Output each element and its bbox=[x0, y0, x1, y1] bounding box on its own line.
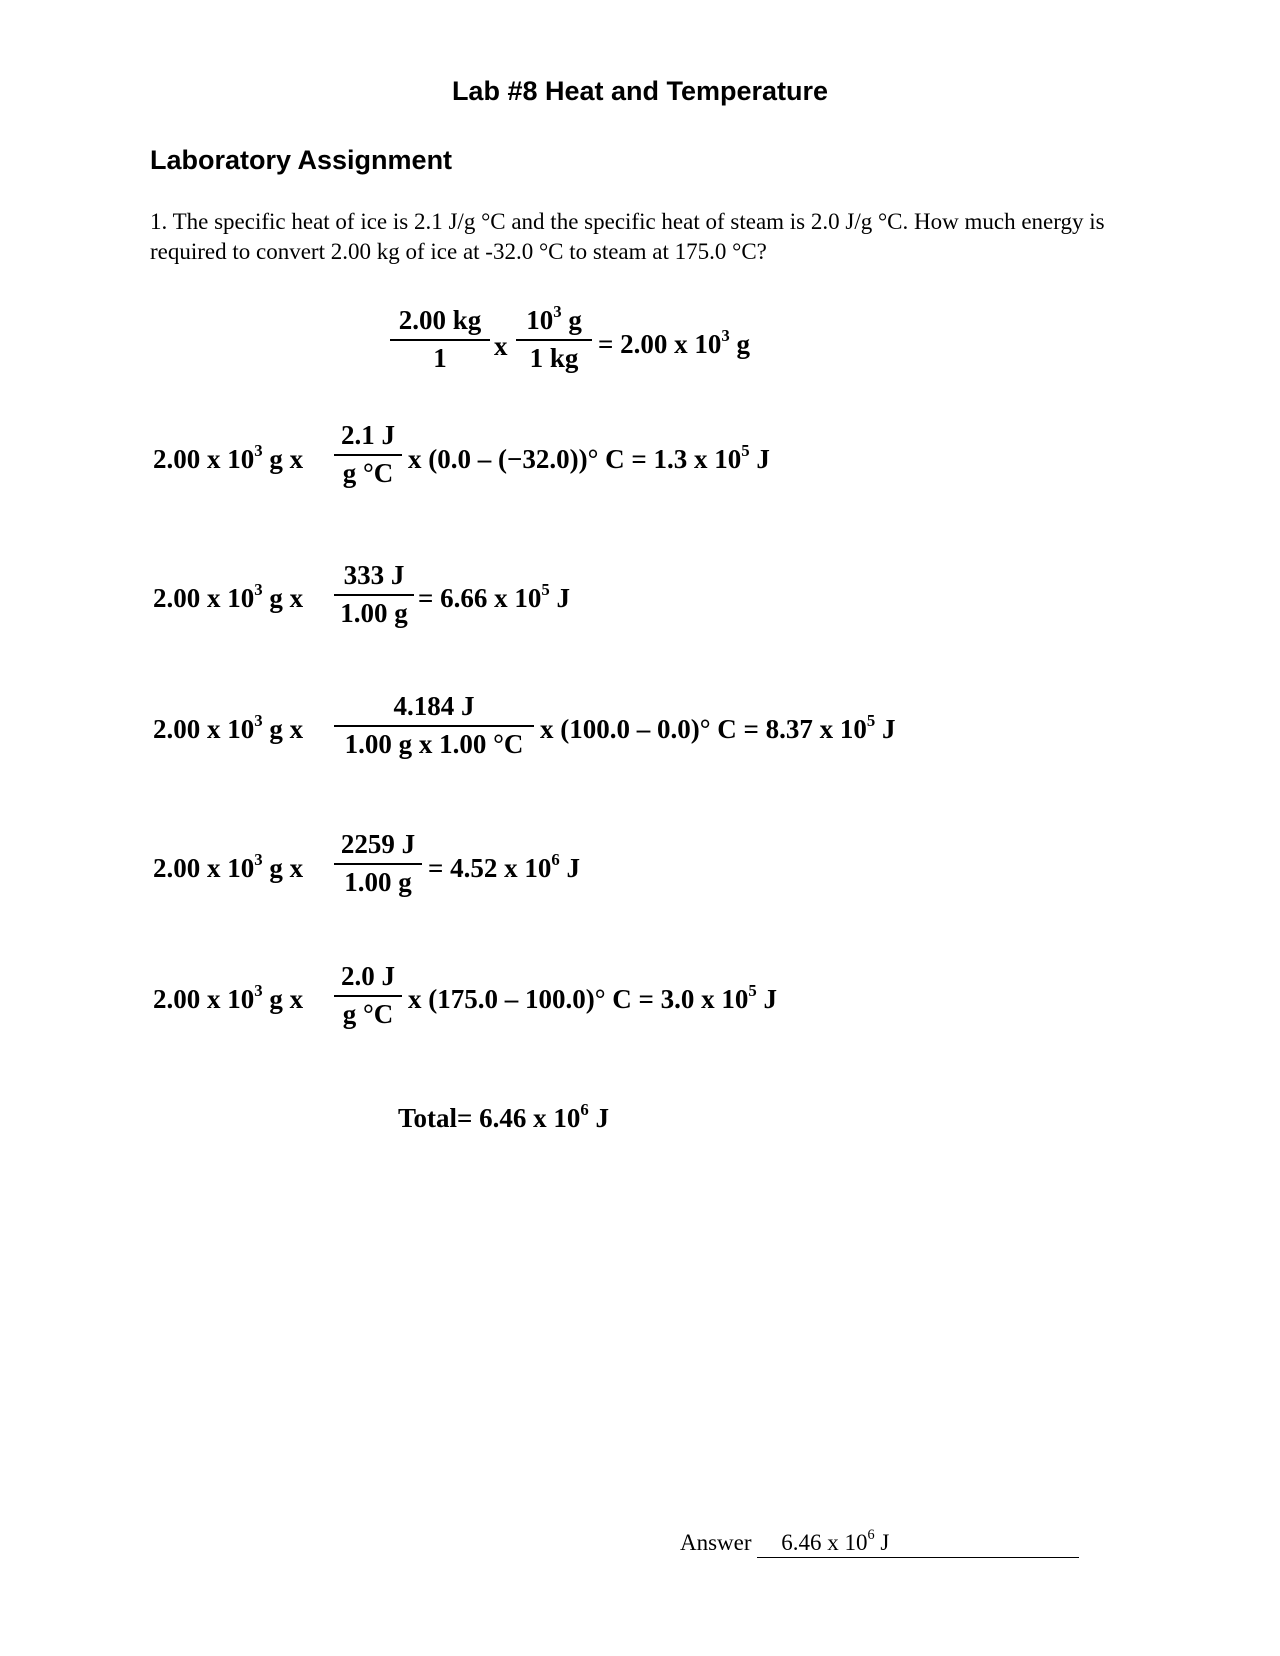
tail-unit: J bbox=[549, 583, 571, 613]
step-fraction bbox=[334, 560, 414, 629]
lead-unit: g x bbox=[262, 984, 304, 1014]
step-tail bbox=[408, 980, 778, 1015]
tail-unit: J bbox=[756, 984, 778, 1014]
fraction-bar bbox=[334, 454, 402, 456]
lead-exponent: 3 bbox=[254, 980, 263, 1000]
fraction-numerator: 2.00 kg bbox=[398, 305, 482, 335]
fraction-numerator: 2.0 J bbox=[341, 961, 395, 991]
result-exponent: 3 bbox=[721, 325, 730, 345]
lead-exponent: 3 bbox=[254, 849, 263, 869]
fraction-denominator: 1.00 g bbox=[340, 598, 408, 628]
fraction-numerator: 2259 J bbox=[340, 829, 416, 859]
numerator-unit: g bbox=[561, 305, 582, 335]
lead-value: 2.00 x 10 bbox=[153, 583, 255, 613]
numerator-base: 10 bbox=[526, 305, 554, 335]
lead-exponent: 3 bbox=[254, 579, 263, 599]
tail-exponent: 5 bbox=[741, 440, 750, 460]
fraction-bar bbox=[516, 339, 592, 341]
result-value: = 2.00 x 10 bbox=[598, 329, 722, 359]
fraction-numerator: 4.184 J bbox=[393, 691, 475, 721]
fraction-bar bbox=[334, 594, 414, 596]
lead-exponent: 3 bbox=[254, 710, 263, 730]
lead-value: 2.00 x 10 bbox=[153, 444, 255, 474]
problem-statement: 1. The specific heat of ice is 2.1 J/g °C and the specific heat of steam is 2.0 J/g °C. How much energy is required to convert 2.00 kg of ice at -32.0 °C to steam at 175.0 °C? bbox=[150, 209, 1105, 264]
tail-unit: J bbox=[749, 444, 770, 474]
lead-value: 2.00 x 10 bbox=[153, 853, 255, 883]
answer-unit: J bbox=[874, 1530, 890, 1555]
answer-label: Answer bbox=[680, 1530, 752, 1555]
tail-value: x (0.0 – (−32.0))° C = 1.3 x 10 bbox=[408, 444, 742, 474]
answer-blank bbox=[757, 1527, 1079, 1558]
tail-value: x (175.0 – 100.0)° C = 3.0 x 10 bbox=[408, 984, 749, 1014]
total-label: Total bbox=[398, 1103, 458, 1133]
answer-line bbox=[680, 1527, 1079, 1558]
fraction-bar bbox=[334, 863, 422, 865]
fraction-denominator: 1 kg bbox=[529, 343, 579, 373]
step-tail bbox=[418, 579, 571, 614]
step-lead bbox=[153, 440, 304, 475]
fraction-numerator: 2.1 J bbox=[341, 420, 395, 450]
fraction-numerator bbox=[516, 301, 592, 336]
tail-exponent: 6 bbox=[551, 849, 560, 869]
step-lead bbox=[153, 980, 304, 1015]
step-fraction bbox=[334, 829, 422, 898]
total-unit: J bbox=[588, 1103, 610, 1133]
step-lead bbox=[153, 710, 304, 745]
fraction-denominator: g °C bbox=[342, 458, 394, 488]
tail-value: = 6.66 x 10 bbox=[418, 583, 542, 613]
tail-exponent: 5 bbox=[866, 710, 876, 730]
conversion-fraction-1 bbox=[390, 305, 490, 374]
lead-unit: g x bbox=[262, 444, 304, 474]
tail-unit: J bbox=[875, 714, 896, 744]
page-title: Lab #8 Heat and Temperature bbox=[451, 76, 829, 106]
step-fraction bbox=[334, 420, 402, 489]
conversion-fraction-2 bbox=[516, 301, 592, 374]
tail-value: = 4.52 x 10 bbox=[428, 853, 552, 883]
step-tail bbox=[428, 849, 581, 884]
step-tail bbox=[540, 710, 896, 745]
tail-value: x (100.0 – 0.0)° C = 8.37 x 10 bbox=[540, 714, 867, 744]
total-exponent: 6 bbox=[580, 1099, 589, 1119]
step-lead bbox=[153, 579, 304, 614]
total-value: = 6.46 x 10 bbox=[457, 1103, 581, 1133]
fraction-denominator: g °C bbox=[342, 999, 394, 1029]
fraction-bar bbox=[390, 339, 490, 341]
section-heading: Laboratory Assignment bbox=[150, 145, 453, 175]
step-fraction bbox=[334, 691, 534, 760]
conversion-result bbox=[598, 325, 751, 360]
fraction-bar bbox=[334, 725, 534, 727]
result-unit: g bbox=[729, 329, 751, 359]
tail-exponent: 5 bbox=[541, 579, 550, 599]
tail-exponent: 5 bbox=[748, 980, 757, 1000]
answer-value: 6.46 x 10 bbox=[781, 1530, 868, 1555]
fraction-numerator: 333 J bbox=[343, 560, 405, 590]
lead-value: 2.00 x 10 bbox=[153, 984, 255, 1014]
multiply-sign: x bbox=[494, 331, 508, 361]
fraction-bar bbox=[334, 995, 402, 997]
step-lead bbox=[153, 849, 304, 884]
tail-unit: J bbox=[559, 853, 581, 883]
total-energy bbox=[398, 1099, 610, 1134]
fraction-denominator: 1 bbox=[433, 343, 447, 373]
numerator-exponent: 3 bbox=[553, 301, 562, 321]
lead-value: 2.00 x 10 bbox=[153, 714, 255, 744]
fraction-denominator: 1.00 g x 1.00 °C bbox=[344, 729, 524, 759]
lead-unit: g x bbox=[262, 583, 304, 613]
answer-exponent: 6 bbox=[867, 1527, 875, 1544]
fraction-denominator: 1.00 g bbox=[344, 867, 412, 897]
step-tail bbox=[408, 440, 770, 475]
lead-unit: g x bbox=[262, 714, 304, 744]
lead-unit: g x bbox=[262, 853, 304, 883]
step-fraction bbox=[334, 961, 402, 1030]
lead-exponent: 3 bbox=[254, 440, 263, 460]
